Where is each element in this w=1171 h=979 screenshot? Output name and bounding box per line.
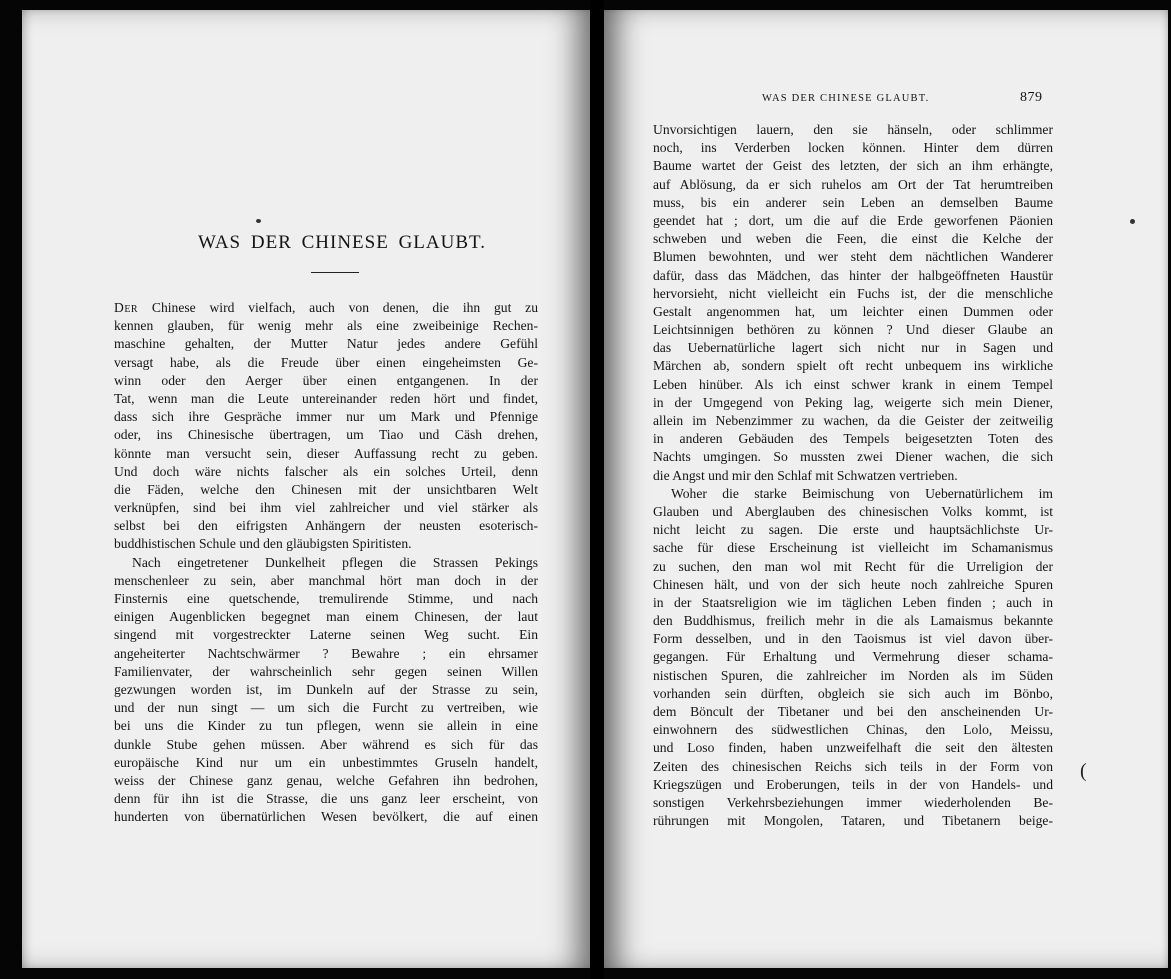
text-line: Woher die starke Beimischung von Uebernatürlichem im <box>671 485 1053 501</box>
text-line: angeheiterter Nachtschwärmer ? Bewahre ; ein ehrsamer <box>114 645 538 661</box>
text-line: Tat, wenn man die Leute untereinander reden hört und findet, <box>114 390 538 406</box>
text-line: kennen glauben, für wenig mehr als eine zweibeinige Rechen- <box>114 318 538 334</box>
text-line: dem Böncult der Tibetaner und bei den anscheinenden Ur- <box>653 704 1053 719</box>
text-line: europäische Kind nur um ein unbestimmtes Gruseln handelt, <box>114 754 538 770</box>
text-line: Familienvater, der wahrscheinlich sehr gegen seinen Willen <box>114 663 538 679</box>
text-line: die Angst und mir den Schlaf mit Schwatzen vertrieben. <box>653 467 958 483</box>
running-head: WAS DER CHINESE GLAUBT. <box>762 93 930 104</box>
text-line: die Fäden, welche den Chinesen mit der unsichtbaren Welt <box>114 481 538 497</box>
text-line: Blumen bewohnten, und wer steht dem nächtlichen Wanderer <box>653 249 1053 265</box>
text-line: Gestalt angenommen hat, um leichter einen Dummen oder <box>653 303 1053 319</box>
text-line: Märchen ab, sondern spielt oft recht unbequem ins wirkliche <box>653 358 1053 374</box>
text-line: in anderen Gebäuden des Tempels beigesetzten Toten des <box>653 431 1053 447</box>
text-line: könnte man versucht sein, dieser Auffassung recht zu geben. <box>114 445 538 461</box>
text-line: geendet hat ; dort, um die auf die Erde geworfenen Päonien <box>653 212 1053 228</box>
text-line: Unvorsichtigen lauern, den sie hänseln, oder schlimmer <box>653 122 1053 137</box>
text-line: Kriegszügen und Eroberungen, teils in der von Handels- und <box>653 776 1053 792</box>
page-number: 879 <box>1020 90 1043 105</box>
text-line: allein im Nebenzimmer zu wachen, da die Geister der zeitweilig <box>653 413 1053 428</box>
text-line: zu suchen, den man wol mit Recht für die Urreligion der <box>653 558 1053 574</box>
text-line: winn oder den Aerger über einen entgangenen. In der <box>114 372 538 388</box>
text-line: dunkle Stube gehen müssen. Aber während es sich für das <box>114 736 538 752</box>
right-page-text <box>653 121 1053 830</box>
text-line: schweben und weben die Feen, die einst die Kelche der <box>653 231 1053 247</box>
text-line: dafür, dass das Mädchen, das hinter der halbgeöffneten Haustür <box>653 267 1053 283</box>
text-line: nicht leicht zu sagen. Die erste und hauptsächlichste Ur- <box>653 522 1053 538</box>
text-line: das Uebernatürliche lagert sich nicht nur in Sagen und <box>653 340 1053 356</box>
text-line: sache für diese Erscheinung ist vielleicht im Schamanismus <box>653 540 1053 556</box>
text-line: noch, ins Verderben locken können. Hinter dem dürren <box>653 140 1053 156</box>
text-line: Nachts umgingen. So mussten zwei Diener wachen, die sich <box>653 449 1053 465</box>
text-line: Form desselben, und in den Taoismus ist viel davon über- <box>653 631 1053 647</box>
text-line: Zeiten des chinesischen Reichs sich teils in der Form von <box>653 758 1053 774</box>
text-line: Der Chinese wird vielfach, auch von denen, die ihn gut zu <box>114 300 538 315</box>
text-line: hunderten von übernatürlichen Wesen bevölkert, die auf einen <box>114 809 538 825</box>
left-page-text <box>114 299 538 826</box>
text-line: oder, ins Chinesische übertragen, um Tiao und Cäsh drehen, <box>114 427 538 443</box>
text-line: vorhanden sein dürften, obgleich sie sich auch im Bönbo, <box>653 685 1053 701</box>
text-line: verknüpfen, sind bei ihm viel zahlreicher und viel stärker als <box>114 500 538 516</box>
text-line: nistischen Spuren, die zahlreicher im Norden als im Süden <box>653 667 1053 683</box>
text-line: einigen Augenblicken begegnet man einem Chinesen, der laut <box>114 609 538 625</box>
text-line: Baume wartet der Geist des letzten, der sich an ihm erhängte, <box>653 158 1053 174</box>
ink-speck <box>1130 219 1135 224</box>
text-line: in der Staatsreligion wie im täglichen Leben finden ; auch in <box>653 594 1053 610</box>
text-line: weiss der Chinese ganz genau, welche Gefahren ihn bedrohen, <box>114 772 538 788</box>
text-line: singend mit vorgestreckter Laterne seinen Weg sucht. Ein <box>114 627 538 643</box>
text-line: versagt habe, als die Freude über einen eingeheimsten Ge- <box>114 354 538 370</box>
text-line: in der Umgegend von Peking lag, weigerte sich mein Diener, <box>653 394 1053 410</box>
text-line: Glauben und Aberglauben des chinesischen Volks kommt, ist <box>653 503 1053 519</box>
text-line: maschine gehalten, der Mutter Natur jedes andere Gefühl <box>114 336 538 352</box>
chapter-title: WAS DER CHINESE GLAUBT. <box>198 232 486 253</box>
text-line: gegangen. Für Erhaltung und Vermehrung dieser schama- <box>653 649 1053 665</box>
text-line: menschenleer zu sein, aber manchmal hört man doch in der <box>114 572 538 588</box>
text-line: einwohnern des südwestlichen Chinas, den Lolo, Meissu, <box>653 722 1053 738</box>
text-line: auf Ablösung, da er sich ruhelos am Ort der Tat herumtreiben <box>653 176 1053 192</box>
title-rule <box>311 272 359 273</box>
text-line: hervorsieht, nicht vielleicht ein Fuchs ist, der die menschliche <box>653 285 1053 301</box>
text-line: dass sich ihre Gespräche immer nur um Mark und Pfennige <box>114 409 538 425</box>
text-line: sonstigen Verkehrsbeziehungen immer wiederholenden Be- <box>653 794 1053 810</box>
text-line: Leichtsinnigen bethören zu können ? Und dieser Glaube an <box>653 322 1053 338</box>
text-line: den Buddhismus, freilich mehr in die als Lamaismus bekannte <box>653 613 1053 629</box>
text-line: gezwungen worden ist, im Dunkeln auf der Strasse zu sein, <box>114 681 538 697</box>
text-line: Leben hinüber. Als ich einst schwer krank in einem Tempel <box>653 376 1053 392</box>
text-line: Und doch wäre nichts falscher als ein solches Urteil, denn <box>114 463 538 479</box>
text-line: rührungen mit Mongolen, Tataren, und Tibetanern beige- <box>653 813 1053 829</box>
text-line: und Loso finden, haben unzweifelhaft die seit den ältesten <box>653 740 1053 756</box>
text-line: Finsternis eine quetschende, tremulirende Stimme, und nach <box>114 591 538 606</box>
text-line: denn für ihn ist die Strasse, die uns ganz leer erscheint, von <box>114 791 538 807</box>
text-line: selbst bei den eifrigsten Anhängern der neusten esoterisch- <box>114 518 538 534</box>
drop-word: Der <box>114 300 139 315</box>
text-line: Nach eingetretener Dunkelheit pflegen die Strassen Pekings <box>132 554 538 570</box>
text-line: bei uns die Kinder zu tun pflegen, wenn sie allein in eine <box>114 718 538 734</box>
margin-mark: ( <box>1080 760 1087 782</box>
ink-speck <box>256 219 261 223</box>
text-line: buddhistischen Schule und den gläubigsten Spiritisten. <box>114 536 412 552</box>
text-line: und der nun singt — um sich die Furcht zu vertreiben, wie <box>114 700 538 716</box>
text-line: Chinesen hält, und von der sich heute noch zahlreiche Spuren <box>653 576 1053 592</box>
book-gutter <box>590 0 604 979</box>
text-line: muss, bis ein anderer sein Leben an demselben Baume <box>653 194 1053 210</box>
